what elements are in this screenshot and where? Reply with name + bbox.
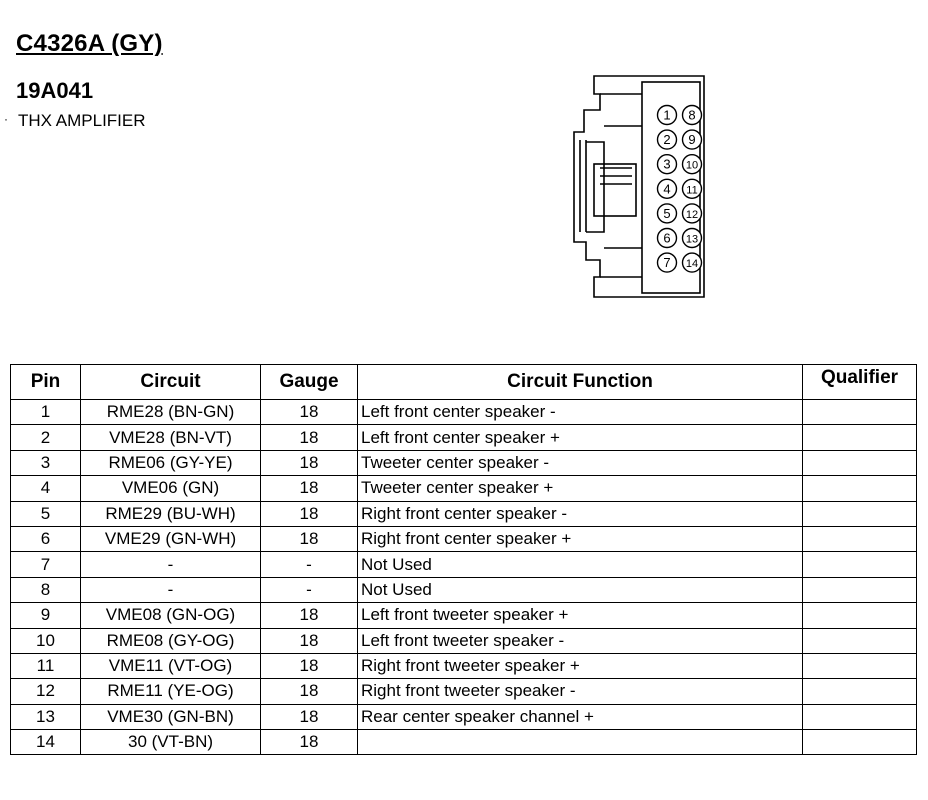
gauge-cell: - bbox=[261, 552, 358, 577]
gauge-cell: 18 bbox=[261, 653, 358, 678]
pin-cell: 8 bbox=[11, 577, 81, 602]
connector-pin-label: 5 bbox=[663, 205, 671, 221]
pin-cell: 9 bbox=[11, 603, 81, 628]
circuit-function-cell: Left front center speaker + bbox=[358, 425, 803, 450]
circuit-cell: RME06 (GY-YE) bbox=[81, 450, 261, 475]
circuit-function-cell: Right front tweeter speaker + bbox=[358, 653, 803, 678]
pin-cell: 10 bbox=[11, 628, 81, 653]
qualifier-cell bbox=[803, 476, 917, 501]
gauge-cell: 18 bbox=[261, 450, 358, 475]
table-header-row bbox=[11, 365, 917, 400]
qualifier-cell bbox=[803, 526, 917, 551]
connector-pin-label: 6 bbox=[663, 230, 671, 246]
connector-pin-label: 12 bbox=[685, 208, 699, 221]
pin-cell: 1 bbox=[11, 400, 81, 425]
qualifier-cell bbox=[803, 679, 917, 704]
connector-pin-label: 3 bbox=[663, 156, 671, 172]
header-gauge: Gauge bbox=[261, 365, 358, 400]
gauge-cell: 18 bbox=[261, 425, 358, 450]
pin-cell: 3 bbox=[11, 450, 81, 475]
table-row bbox=[11, 425, 917, 450]
connector-pin-label: 2 bbox=[663, 132, 671, 148]
connector-pin-label: 7 bbox=[663, 255, 671, 271]
circuit-cell: VME30 (GN-BN) bbox=[81, 704, 261, 729]
circuit-function-cell: Not Used bbox=[358, 577, 803, 602]
qualifier-cell bbox=[803, 577, 917, 602]
gauge-cell: - bbox=[261, 577, 358, 602]
table-row bbox=[11, 400, 917, 425]
pin-cell: 11 bbox=[11, 653, 81, 678]
pin-cell: 6 bbox=[11, 526, 81, 551]
qualifier-cell bbox=[803, 501, 917, 526]
qualifier-cell bbox=[803, 552, 917, 577]
circuit-function-cell: Not Used bbox=[358, 552, 803, 577]
gauge-cell: 18 bbox=[261, 679, 358, 704]
gauge-cell: 18 bbox=[261, 730, 358, 755]
gauge-cell: 18 bbox=[261, 526, 358, 551]
pin-cell: 4 bbox=[11, 476, 81, 501]
connector-pin-label: 1 bbox=[663, 107, 671, 123]
circuit-cell: VME08 (GN-OG) bbox=[81, 603, 261, 628]
circuit-cell: RME29 (BU-WH) bbox=[81, 501, 261, 526]
qualifier-cell bbox=[803, 603, 917, 628]
gauge-cell: 18 bbox=[261, 476, 358, 501]
gauge-cell: 18 bbox=[261, 501, 358, 526]
pin-cell: 13 bbox=[11, 704, 81, 729]
gauge-cell: 18 bbox=[261, 400, 358, 425]
gauge-cell: 18 bbox=[261, 628, 358, 653]
table-row bbox=[11, 730, 917, 755]
table-row bbox=[11, 577, 917, 602]
connector-pin-label: 13 bbox=[685, 233, 699, 246]
circuit-cell: RME28 (BN-GN) bbox=[81, 400, 261, 425]
connector-face-diagram bbox=[560, 72, 710, 302]
connector-pin-label: 8 bbox=[688, 107, 696, 123]
gauge-cell: 18 bbox=[261, 603, 358, 628]
table-row bbox=[11, 526, 917, 551]
qualifier-cell bbox=[803, 425, 917, 450]
gauge-cell: 18 bbox=[261, 704, 358, 729]
circuit-function-cell bbox=[358, 730, 803, 755]
pin-cell: 12 bbox=[11, 679, 81, 704]
table-row bbox=[11, 704, 917, 729]
circuit-function-cell: Tweeter center speaker - bbox=[358, 450, 803, 475]
circuit-cell: - bbox=[81, 552, 261, 577]
table-row bbox=[11, 679, 917, 704]
circuit-function-cell: Right front center speaker + bbox=[358, 526, 803, 551]
latch-frame bbox=[586, 142, 604, 232]
circuit-function-cell: Left front tweeter speaker - bbox=[358, 628, 803, 653]
component-name: THX AMPLIFIER bbox=[18, 111, 146, 130]
scan-tick-mark: · bbox=[4, 112, 8, 126]
circuit-function-cell: Right front tweeter speaker - bbox=[358, 679, 803, 704]
connector-pin-label: 11 bbox=[686, 184, 698, 197]
table-row bbox=[11, 450, 917, 475]
circuit-cell: VME11 (VT-OG) bbox=[81, 653, 261, 678]
header-circuit-function: Circuit Function bbox=[358, 365, 803, 400]
header-pin: Pin bbox=[11, 365, 81, 400]
table-row bbox=[11, 552, 917, 577]
circuit-cell: VME06 (GN) bbox=[81, 476, 261, 501]
circuit-function-cell: Right front center speaker - bbox=[358, 501, 803, 526]
circuit-cell: RME11 (YE-OG) bbox=[81, 679, 261, 704]
qualifier-cell bbox=[803, 628, 917, 653]
part-number: 19A041 bbox=[16, 78, 94, 103]
table-row bbox=[11, 476, 917, 501]
table-row bbox=[11, 653, 917, 678]
pin-cell: 14 bbox=[11, 730, 81, 755]
qualifier-cell bbox=[803, 400, 917, 425]
pin-cell: 2 bbox=[11, 425, 81, 450]
circuit-cell: RME08 (GY-OG) bbox=[81, 628, 261, 653]
qualifier-cell bbox=[803, 450, 917, 475]
qualifier-cell bbox=[803, 704, 917, 729]
latch-rails bbox=[580, 140, 586, 232]
header-qualifier: Qualifier bbox=[803, 365, 917, 400]
circuit-cell: - bbox=[81, 577, 261, 602]
circuit-function-cell: Tweeter center speaker + bbox=[358, 476, 803, 501]
circuit-function-cell: Left front tweeter speaker + bbox=[358, 603, 803, 628]
qualifier-cell bbox=[803, 653, 917, 678]
table-row bbox=[11, 628, 917, 653]
latch-window bbox=[594, 164, 636, 216]
connector-pin-label: 4 bbox=[663, 181, 671, 197]
connector-pin-label: 9 bbox=[688, 132, 696, 148]
connector-pin-label: 10 bbox=[685, 159, 699, 172]
circuit-cell: VME28 (BN-VT) bbox=[81, 425, 261, 450]
qualifier-cell bbox=[803, 730, 917, 755]
circuit-function-cell: Rear center speaker channel + bbox=[358, 704, 803, 729]
pin-cell: 7 bbox=[11, 552, 81, 577]
pin-cavity-group bbox=[658, 106, 702, 273]
table-row bbox=[11, 501, 917, 526]
pin-assignment-table bbox=[10, 364, 917, 755]
circuit-cell: VME29 (GN-WH) bbox=[81, 526, 261, 551]
pin-cell: 5 bbox=[11, 501, 81, 526]
circuit-cell: 30 (VT-BN) bbox=[81, 730, 261, 755]
table-row bbox=[11, 603, 917, 628]
connector-id-title: C4326A (GY) bbox=[16, 30, 163, 57]
circuit-function-cell: Left front center speaker - bbox=[358, 400, 803, 425]
connector-pin-label: 14 bbox=[685, 258, 699, 271]
header-circuit: Circuit bbox=[81, 365, 261, 400]
